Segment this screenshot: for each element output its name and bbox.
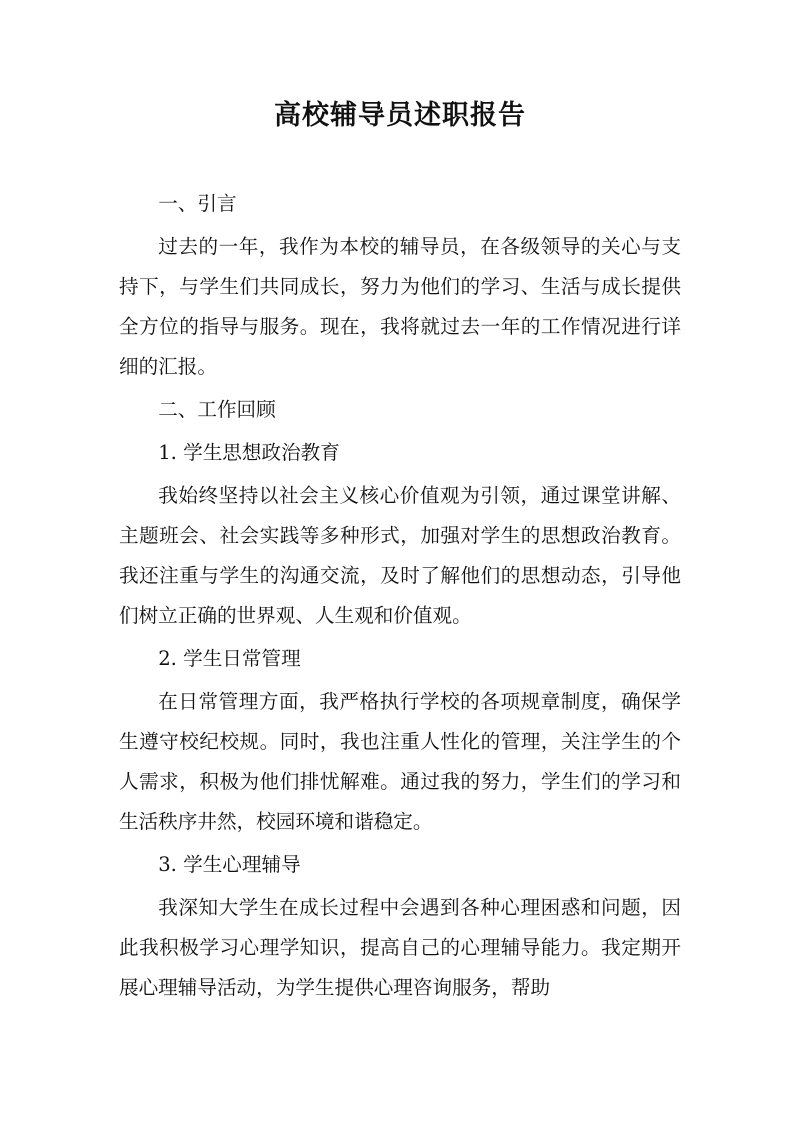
section-heading-work-review: 二、工作回顾	[158, 398, 276, 421]
subheading-ideological-education: 1. 学生思想政治教育	[158, 441, 340, 464]
document-body	[119, 184, 681, 1011]
subheading-psychological-counseling: 3. 学生心理辅导	[158, 853, 301, 876]
paragraph-psychological-counseling: 我深知大学生在成长过程中会遇到各种心理困惑和问题，因此我积极学习心理学知识，提高自己的心理辅导能力。我定期开展心理辅导活动，为学生提供心理咨询服务，帮助	[119, 896, 681, 999]
paragraph-ideological-education: 我始终坚持以社会主义核心价值观为引领，通过课堂讲解、主题班会、社会实践等多种形式，加强对学生的思想政治教育。我还注重与学生的沟通交流，及时了解他们的思想动态，引导他们树立正确的世界观、人生观和价值观。	[119, 484, 681, 627]
paragraph-daily-management: 在日常管理方面，我严格执行学校的各项规章制度，确保学生遵守校纪校规。同时，我也注重人性化的管理，关注学生的个人需求，积极为他们排忧解难。通过我的努力，学生们的学习和生活秩序井然，校园环境和谐稳定。	[119, 690, 681, 833]
subheading-daily-management: 2. 学生日常管理	[158, 647, 301, 670]
document-title: 高校辅导员述职报告	[274, 100, 526, 131]
paragraph-introduction: 过去的一年，我作为本校的辅导员，在各级领导的关心与支持下，与学生们共同成长，努力为他们的学习、生活与成长提供全方位的指导与服务。现在，我将就过去一年的工作情况进行详细的汇报。	[119, 235, 681, 378]
section-heading-introduction: 一、引言	[158, 192, 237, 215]
